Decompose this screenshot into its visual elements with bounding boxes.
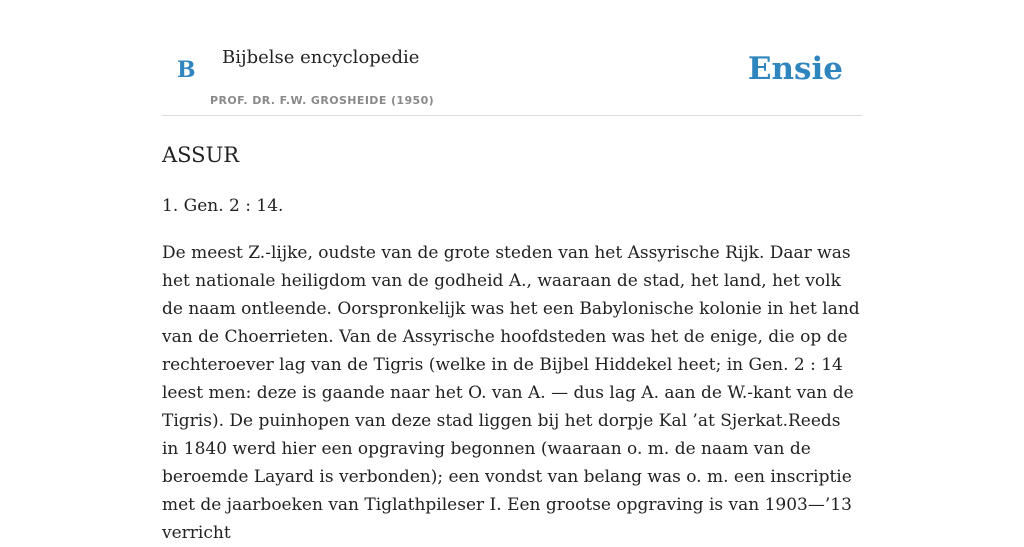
book-title-link[interactable]: Bijbelse encyclopedie: [222, 47, 420, 68]
book-author: PROF. DR. F.W. GROSHEIDE (1950): [210, 94, 435, 107]
brand-logo-link[interactable]: Ensie: [747, 51, 843, 87]
entry-paragraph: De meest Z.-lijke, oudste van de grote steden van het Assyrische Rijk. Daar was het nationale heiligdom van de godheid A., waaraan de stad, het land, het volk de naam ontleende. Oorspronkelijk was het een Babylonische kolonie in het land van de Choerrieten. Van de Assyrische hoofdsteden was het de enige, die op de rechteroever lag van de Tigris (welke in de Bijbel Hiddekel heet; in Gen. 2 : 14 leest men: deze is gaande naar het O. van A. — dus lag A. aan de W.-kant van de Tigris). De puinhopen van deze stad liggen bij het dorpje Kal ’at Sjerkat.Reeds in 1840 werd hier een opgraving begonnen (waaraan o. m. de naam van de beroemde Layard is verbonden); een vondst van belang was o. m. een inscriptie met de jaarboeken van Tiglathpileser I. Een grootse opgraving is van 1903—’13 verricht: [162, 243, 860, 543]
book-initial-link[interactable]: B: [177, 57, 196, 83]
page: [162, 0, 862, 543]
entry-paragraph: 1. Gen. 2 : 14.: [162, 196, 284, 216]
entry-title: ASSUR: [162, 143, 240, 167]
header: [162, 0, 862, 116]
